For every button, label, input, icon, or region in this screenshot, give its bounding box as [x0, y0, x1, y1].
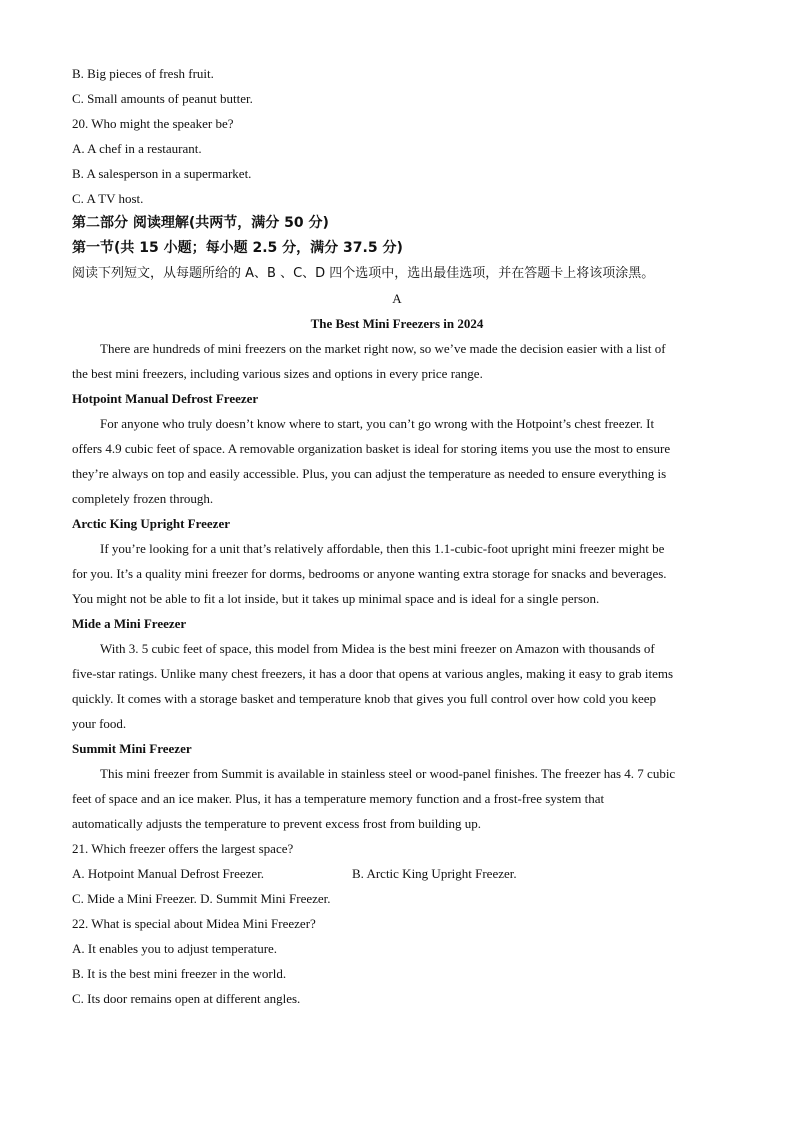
item-text-line: automatically adjusts the temperature to prevent excess frost from building up. [72, 816, 482, 831]
q22-option-c: C. Its door remains open at different angles. [72, 991, 301, 1006]
passage-title: The Best Mini Freezers in 2024 [310, 316, 484, 331]
intro-line: the best mini freezers, including various sizes and options in every price range. [72, 366, 483, 381]
item-heading-arctic-king: Arctic King Upright Freezer [72, 516, 230, 531]
q20-question: 20. Who might the speaker be? [72, 116, 234, 131]
q21-options-cd: C. Mide a Mini Freezer. D. Summit Mini Freezer. [72, 891, 331, 906]
item-text-line: five-star ratings. Unlike many chest freezers, it has a door that opens at various angles, making it easy to grab items [72, 666, 674, 681]
section-title: 第一节(共 15 小题；每小题 2.5 分，满分 37.5 分) [72, 240, 403, 256]
item-text-line: For anyone who truly doesn’t know where to start, you can’t go wrong with the Hotpoint’s chest freezer. It [100, 416, 655, 431]
q19-option-c: C. Small amounts of peanut butter. [72, 91, 253, 106]
item-text-line: feet of space and an ice maker. Plus, it has a temperature memory function and a frost-free system that [72, 791, 605, 806]
q19-option-b: B. Big pieces of fresh fruit. [72, 66, 214, 81]
passage-label: A [392, 291, 402, 306]
exam-page [72, 61, 722, 1011]
intro-line: There are hundreds of mini freezers on the market right now, so we’ve made the decision easier with a list of [100, 341, 666, 356]
item-text-line: quickly. It comes with a storage basket and temperature knob that gives you full control over how cold you keep [72, 691, 656, 706]
q22-question: 22. What is special about Midea Mini Freezer? [72, 916, 316, 931]
instruction: 阅读下列短文，从每题所给的 A、B 、C、D 四个选项中，选出最佳选项，并在答题卡上将该项涂黑。 [72, 266, 655, 281]
q21-options-row [72, 861, 722, 886]
q21-option-b: B. Arctic King Upright Freezer. [352, 866, 517, 881]
q20-option-a: A. A chef in a restaurant. [72, 141, 202, 156]
part-title: 第二部分 阅读理解(共两节，满分 50 分) [72, 215, 329, 231]
q22-option-a: A. It enables you to adjust temperature. [72, 941, 278, 956]
q22-option-b: B. It is the best mini freezer in the world. [72, 966, 287, 981]
item-heading-midea: Mide a Mini Freezer [72, 616, 187, 631]
q20-option-c: C. A TV host. [72, 191, 144, 206]
item-text-line: they’re always on top and easily accessible. Plus, you can adjust the temperature as needed to ensure everything is [72, 466, 667, 481]
item-text-line: completely frozen through. [72, 491, 214, 506]
item-text-line: With 3. 5 cubic feet of space, this model from Midea is the best mini freezer on Amazon with thousands of [100, 641, 655, 656]
item-text-line: for you. It’s a quality mini freezer for dorms, bedrooms or anyone wanting extra storage for snacks and beverages. [72, 566, 667, 581]
item-text-line: You might not be able to fit a lot inside, but it takes up minimal space and is ideal for a single person. [72, 591, 600, 606]
item-text-line: your food. [72, 716, 127, 731]
q20-option-b: B. A salesperson in a supermarket. [72, 166, 252, 181]
item-heading-summit: Summit Mini Freezer [72, 741, 192, 756]
item-heading-hotpoint: Hotpoint Manual Defrost Freezer [72, 391, 259, 406]
item-text-line: offers 4.9 cubic feet of space. A removable organization basket is ideal for storing items you use the most to ensure [72, 441, 671, 456]
item-text-line: This mini freezer from Summit is available in stainless steel or wood-panel finishes. The freezer has 4. 7 cubic [100, 766, 676, 781]
q21-option-a: A. Hotpoint Manual Defrost Freezer. [72, 866, 265, 881]
q21-question: 21. Which freezer offers the largest space? [72, 841, 294, 856]
item-text-line: If you’re looking for a unit that’s relatively affordable, then this 1.1-cubic-foot upright mini freezer might be [100, 541, 665, 556]
